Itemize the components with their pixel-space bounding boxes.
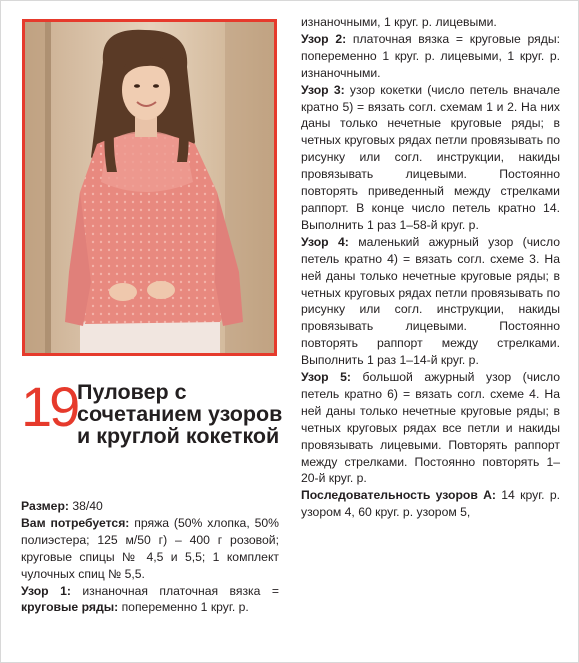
- text-paragraph: [301, 82, 560, 234]
- paragraph-label: Вам потребуется:: [21, 515, 130, 530]
- paragraph-text: большой ажурный узор (число петель кратно 6) = вязать согл. схеме 4. На ней даны только нечетные круговые ряды; в четных круговых рядах все петли и накиды провязывать лицевыми. Повторять раппорт между стрелками. Постоянно повторять 1–20-й круг. р.: [301, 370, 560, 486]
- text-paragraph: [301, 487, 560, 521]
- paragraph-text: 14 круг. р. узором 4, 60 круг. р. узором 5,: [301, 488, 560, 520]
- paragraph-label: Размер:: [21, 499, 69, 513]
- paragraph-label: Узор 1:: [21, 583, 71, 598]
- paragraph-text: изнаночными, 1 круг. р. лицевыми.: [301, 15, 497, 29]
- paragraph-text: попеременно 1 круг. р.: [118, 600, 249, 615]
- paragraph-text: маленький ажурный узор (число петель кратно 4) = вязать согл. схеме 3. На ней даны только нечетные круговые ряды; в четных круговых рядах петли провязывать по рисунку или согл. инструкции, накиды провязывать лицевыми. Постоянно повторять раппорт между стрелками. Выполнить 1 раз 1–14-й круг. р.: [301, 234, 560, 368]
- paragraph-label: Узор 5:: [301, 370, 351, 385]
- pattern-title: Пуловер с сочетанием узоров и круглой кокеткой: [77, 380, 283, 448]
- text-paragraph: [21, 515, 279, 583]
- right-text-column: [301, 14, 560, 521]
- paragraph-text: узор кокетки (число петель вначале кратно 5) = вязать согл. схемам 1 и 2. На них даны только нечетные круговые ряды; в четных круговых рядах петли провязывать по рисунку или согл. инструкции, накиды провязывать лицевыми. Постоянно повторять приведенный между стрелками раппорт. В конце число петель кратно 14. Выполнить 1 раз 1–58-й круг. р.: [301, 82, 560, 232]
- paragraph-text: платочная вязка = круговые ряды: попеременно 1 круг. р. лицевыми, 1 круг. р. изнаночными.: [301, 31, 560, 80]
- text-paragraph: [21, 498, 279, 515]
- paragraph-label: круговые ряды:: [21, 600, 119, 615]
- text-paragraph: [21, 583, 279, 617]
- pattern-number: 19: [21, 375, 78, 438]
- text-paragraph: [301, 31, 560, 82]
- pattern-photo: [22, 19, 277, 356]
- text-paragraph: [301, 369, 560, 487]
- paragraph-text: 38/40: [68, 499, 103, 513]
- text-paragraph: [301, 234, 560, 369]
- paragraph-text: изнаночная платочная вязка =: [70, 583, 279, 598]
- paragraph-label: Узор 4:: [301, 234, 349, 249]
- paragraph-label: Узор 3:: [301, 82, 345, 97]
- paragraph-label: Последовательность узоров А:: [301, 488, 496, 503]
- photo-illustration: [25, 22, 274, 353]
- text-paragraph: [301, 14, 560, 31]
- paragraph-text: пряжа (50% хлопка, 50% полиэстера; 125 м/50 г) – 400 г розовой; круговые спицы № 4,5 и 5,5; 1 комплект чулочных спиц № 5,5.: [21, 515, 279, 581]
- paragraph-label: Узор 2:: [301, 31, 347, 46]
- left-text-column: [21, 498, 279, 616]
